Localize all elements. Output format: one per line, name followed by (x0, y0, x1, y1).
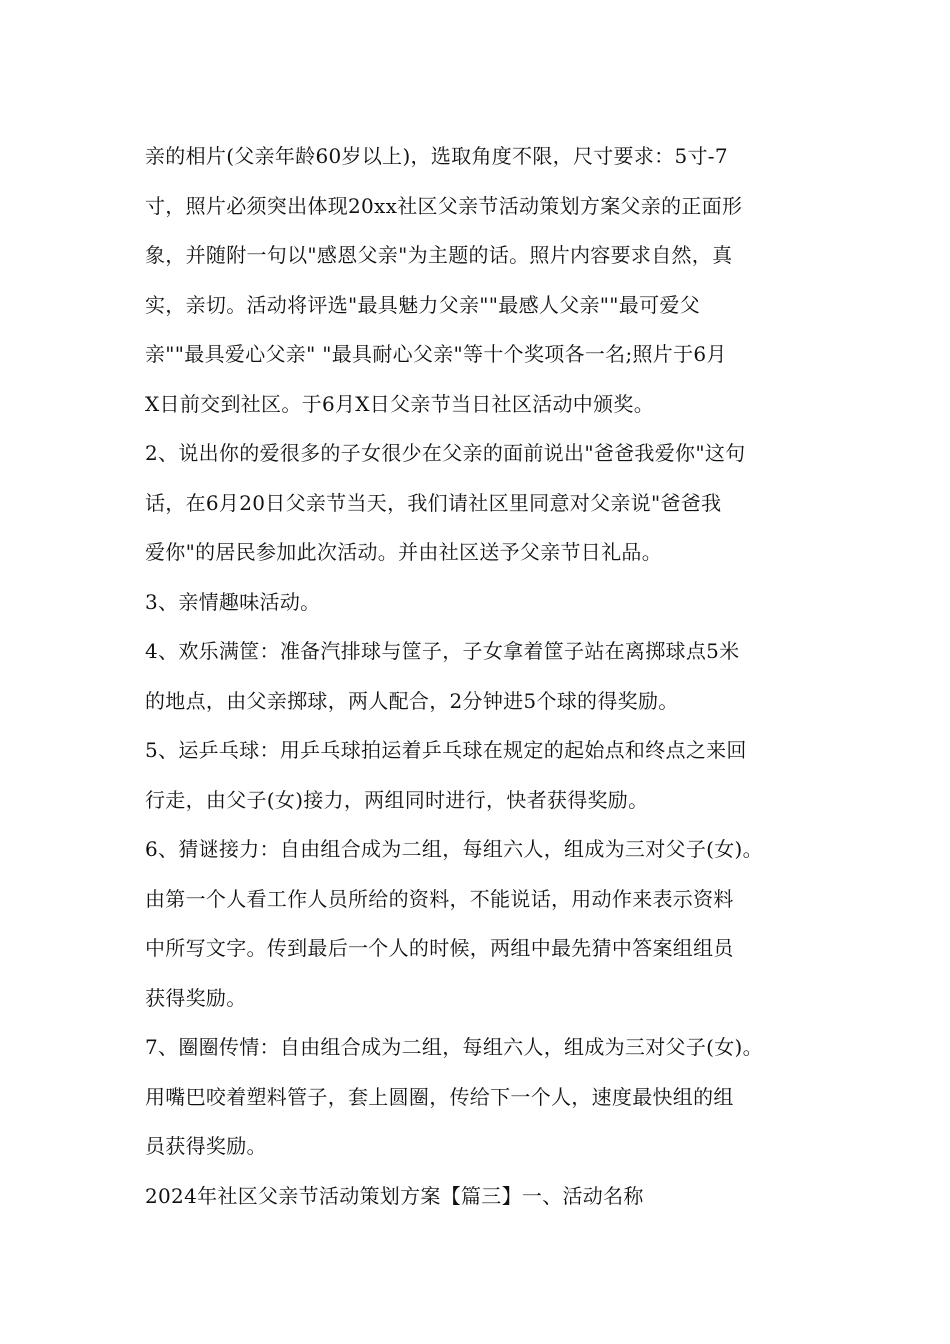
text-line: 用嘴巴咬着塑料管子，套上圆圈，传给下一个人，速度最快组的组 (145, 1084, 734, 1109)
text-line: 3、亲情趣味活动。 (145, 589, 321, 614)
text-line: 实，亲切。活动将评选"最具魅力父亲""最感人父亲""最可爱父 (145, 292, 700, 317)
text-line: 2、说出你的爱很多的子女很少在父亲的面前说出"爸爸我爱你"这句 (145, 441, 746, 465)
text-line: 2024年社区父亲节活动策划方案【篇三】一、活动名称 (145, 1183, 644, 1208)
document-body (145, 132, 815, 1221)
text-line: X日前交到社区。于6月X日父亲节当日社区活动中颁奖。 (145, 391, 655, 416)
text-line: 话，在6月20日父亲节当天，我们请社区里同意对父亲说"爸爸我 (145, 490, 722, 515)
text-line: 4、欢乐满筐：准备汽排球与筐子，子女拿着筐子站在离掷球点5米 (145, 639, 740, 663)
section-heading-part-3 (145, 1172, 815, 1222)
text-line: 由第一个人看工作人员所给的资料，不能说话，用动作来表示资料 (145, 886, 734, 911)
text-line: 亲""最具爱心父亲" "最具耐心父亲"等十个奖项各一名;照片于6月 (145, 342, 727, 366)
paragraph-item-3 (145, 578, 815, 628)
paragraph-photo-contest (145, 132, 815, 429)
text-line: 中所写文字。传到最后一个人的时候，两组中最先猜中答案组组员 (145, 936, 734, 960)
text-line: 寸，照片必须突出体现20xx社区父亲节活动策划方案父亲的正面形 (145, 193, 743, 218)
text-line: 员获得奖励。 (145, 1134, 267, 1158)
text-line: 6、猜谜接力：自由组合成为二组，每组六人，组成为三对父子(女)。 (145, 837, 763, 861)
paragraph-item-6 (145, 825, 815, 1023)
text-line: 亲的相片(父亲年龄60岁以上)，选取角度不限，尺寸要求：5寸-7 (145, 144, 728, 168)
paragraph-item-2 (145, 429, 815, 578)
text-line: 行走，由父子(女)接力，两组同时进行，快者获得奖励。 (145, 787, 649, 812)
text-line: 7、圈圈传情：自由组合成为二组，每组六人，组成为三对父子(女)。 (145, 1035, 763, 1059)
paragraph-item-7 (145, 1023, 815, 1172)
paragraph-item-4 (145, 627, 815, 726)
text-line: 5、运乒乓球：用乒乓球拍运着乒乓球在规定的起始点和终点之来回 (145, 738, 747, 762)
text-line: 获得奖励。 (145, 985, 247, 1010)
text-line: 爱你"的居民参加此次活动。并由社区送予父亲节日礼品。 (145, 540, 662, 564)
paragraph-item-5 (145, 726, 815, 825)
text-line: 的地点，由父亲掷球，两人配合，2分钟进5个球的得奖励。 (145, 688, 679, 713)
text-line: 象，并随附一句以"感恩父亲"为主题的话。照片内容要求自然，真 (145, 243, 733, 267)
